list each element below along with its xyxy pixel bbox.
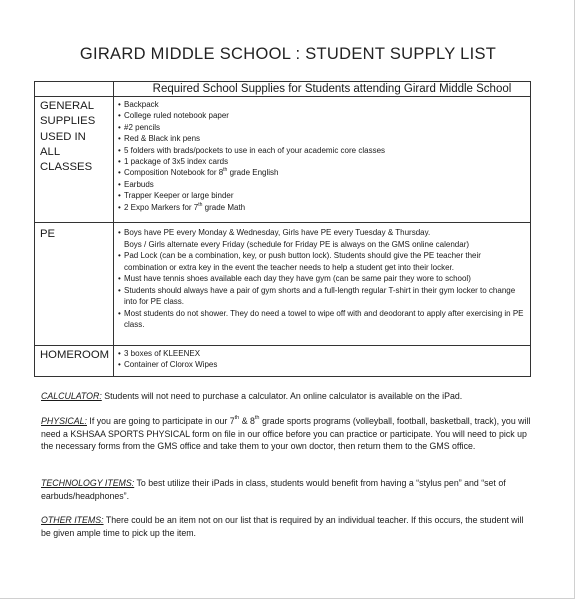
ordinal-suffix: th — [198, 201, 203, 208]
category-line: ALL — [40, 145, 61, 158]
header-empty-cell — [35, 82, 114, 97]
category-pe — [35, 223, 114, 346]
other-items-label: OTHER ITEMS: — [41, 515, 104, 525]
category-line: PE — [40, 228, 56, 240]
list-item: • Must have tennis shoes available each day they have gym (can be same pair they wore to school) — [118, 274, 471, 283]
calculator-text: Students will not need to purchase a calculator. An online calculator is available on the iPad. — [101, 391, 463, 401]
other-items-text: There could be an item not on our list that is required by an individual teacher. If this occurs, the student will be given ample time to pick up the item. — [41, 515, 524, 538]
technology-label: TECHNOLOGY ITEMS: — [41, 478, 135, 488]
ordinal-suffix: th — [234, 415, 240, 421]
list-item: • Pad Lock (can be a combination, key, or push button lock). Students should give the PE teacher their combination or extra key in the event the teacher needs to help a student get into their locker. — [118, 251, 481, 272]
category-line: CLASSES — [40, 161, 93, 174]
homeroom-supply-list — [117, 348, 526, 371]
list-item: Boys / Girls alternate every Friday (schedule for Friday PE is always on the GMS online calendar) — [124, 239, 470, 249]
general-items-cell — [114, 97, 531, 223]
list-item: • Container of Clorox Wipes — [118, 360, 218, 370]
physical-text: & 8 — [239, 416, 255, 426]
list-item: • Trapper Keeper or large binder — [118, 191, 234, 201]
general-supply-list — [117, 99, 526, 213]
list-item: • 1 package of 3x5 index cards — [118, 157, 229, 167]
list-item: • Students should always have a pair of gym shorts and a full-length regular T-shirt in their gym locker to change into for PE class. — [118, 285, 516, 306]
ordinal-suffix: th — [223, 167, 228, 174]
table-row — [35, 97, 531, 223]
supply-table — [34, 81, 531, 377]
technology-text: To best utilize their iPads in class, students would benefit from having a “stylus pen” and “set of earbuds/headphones”. — [41, 478, 506, 501]
list-item: • Composition Notebook for 8th grade English — [118, 167, 279, 178]
calculator-note — [41, 390, 531, 403]
ordinal-suffix: th — [254, 415, 260, 421]
list-item: • College ruled notebook paper — [118, 111, 229, 121]
physical-text: If you are going to participate in our 7 — [86, 416, 235, 426]
other-items-note — [41, 514, 531, 539]
category-line: HOMEROOM — [40, 349, 110, 361]
technology-note — [41, 477, 531, 502]
category-line: SUPPLIES — [40, 115, 96, 128]
table-header-row — [35, 82, 531, 97]
physical-text: grade sports programs (volleyball, football, basketball, track), you will need a KSHSAA SPORTS PHYSICAL form on file in our office before you can practice or participate. You will need to pick up the necessary forms from the GMS office and take them to your own doctor, then return them to the GMS office. — [41, 416, 531, 452]
pe-items-cell — [114, 223, 531, 346]
pe-supply-list — [117, 227, 526, 331]
list-item: • Most students do not shower. They do need a towel to wipe off with and deodorant to apply after exercising in PE class. — [118, 308, 524, 329]
list-item: • #2 pencils — [118, 122, 161, 132]
table-row — [35, 346, 531, 377]
physical-label: PHYSICAL: — [41, 416, 87, 426]
page-title: GIRARD MIDDLE SCHOOL : STUDENT SUPPLY LIST — [79, 45, 497, 63]
calculator-label: CALCULATOR: — [41, 391, 102, 401]
category-general — [35, 97, 114, 223]
list-item: • 2 Expo Markers for 7th grade Math — [118, 201, 246, 212]
category-line: GENERAL — [40, 100, 94, 112]
list-item: • 3 boxes of KLEENEX — [118, 349, 201, 358]
category-homeroom — [35, 346, 114, 377]
list-item: • Backpack — [118, 100, 159, 109]
list-item: • Red & Black ink pens — [118, 134, 201, 144]
list-item: • Earbuds — [118, 179, 154, 189]
homeroom-items-cell — [114, 346, 531, 377]
physical-note — [41, 415, 531, 453]
list-item: • 5 folders with brads/pockets to use in each of your academic core classes — [118, 145, 386, 155]
table-header: Required School Supplies for Students attending Girard Middle School — [114, 82, 531, 97]
table-row — [35, 223, 531, 346]
category-line: USED IN — [40, 130, 86, 143]
list-item: • Boys have PE every Monday & Wednesday, Girls have PE every Tuesday & Thursday. — [118, 228, 431, 237]
